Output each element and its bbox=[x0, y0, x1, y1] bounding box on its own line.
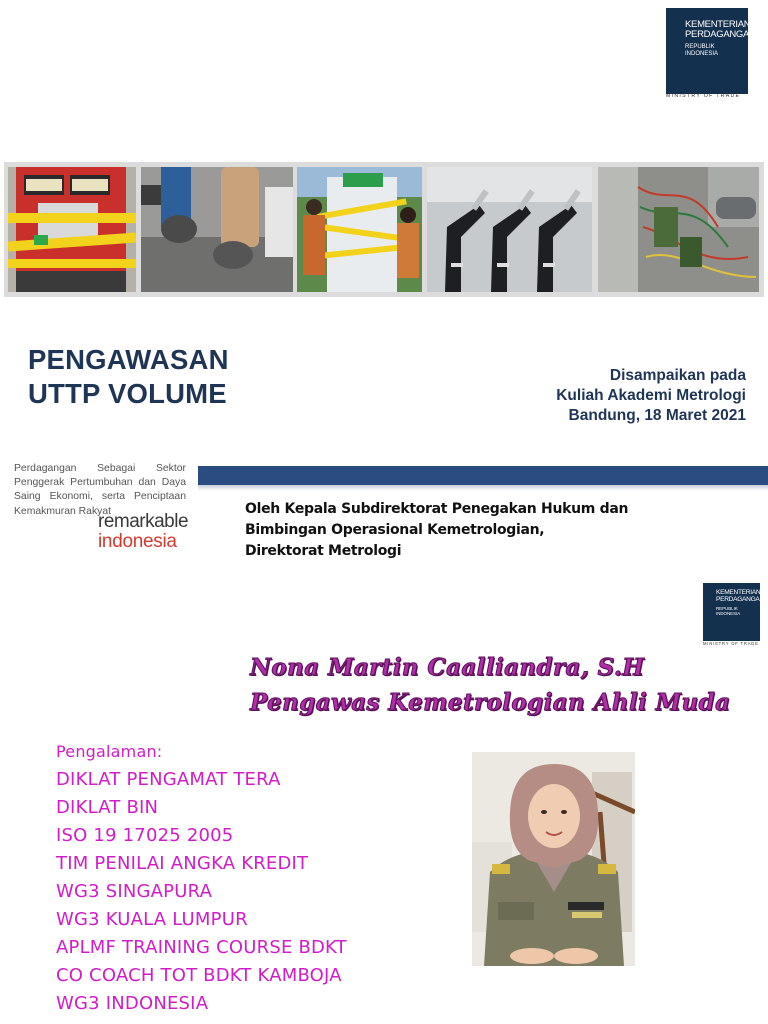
logo-line-1: KEMENTERIAN bbox=[716, 589, 761, 596]
delivery-line-2: Kuliah Akademi Metrologi bbox=[556, 387, 746, 404]
delivery-info bbox=[556, 366, 746, 426]
experience-list bbox=[56, 738, 347, 1018]
ministry-logo bbox=[666, 8, 756, 94]
experience-item: ISO 19 17025 2005 bbox=[56, 825, 234, 846]
experience-item: APLMF TRAINING COURSE BDKT bbox=[56, 937, 347, 958]
presenter-line-2: Bimbingan Operasional Kemetrologian, bbox=[245, 522, 545, 538]
presentation-title bbox=[28, 343, 229, 411]
fuel-dispenser-sealed-photo bbox=[8, 167, 136, 292]
speaker-heading bbox=[250, 650, 730, 720]
logo-tagline: MINISTRY OF TRADE bbox=[666, 93, 741, 99]
brand-word-1: remarkable bbox=[98, 511, 189, 532]
presenter-info bbox=[245, 499, 628, 562]
delivery-line-3: Bandung, 18 Maret 2021 bbox=[568, 407, 746, 424]
logo-line-3: REPUBLIK INDONESIA bbox=[685, 43, 719, 57]
speaker-position: Pengawas Kemetrologian Ahli Muda bbox=[250, 689, 731, 716]
experience-item: CO COACH TOT BDKT KAMBOJA bbox=[56, 965, 342, 986]
delivery-line-1: Disampaikan pada bbox=[609, 367, 746, 384]
experience-item: DIKLAT BIN bbox=[56, 797, 159, 818]
photo-strip bbox=[4, 162, 764, 297]
logo-line-2: PERDAGANGAN bbox=[685, 28, 756, 40]
title-line-2: UTTP VOLUME bbox=[28, 378, 227, 409]
pump-wiring-photo bbox=[598, 167, 759, 292]
title-line-1: PENGAWASAN bbox=[28, 344, 229, 375]
ministry-tagline: Perdagangan Sebagai Sektor Penggerak Pertumbuhan dan Daya Saing Ekonomi, serta Penciptaan Kemakmuran Rakyat bbox=[14, 463, 186, 517]
logo-line-3: REPUBLIK INDONESIA bbox=[716, 605, 741, 616]
ministry-logo-small bbox=[703, 583, 764, 641]
experience-item: DIKLAT PENGAMAT TERA bbox=[56, 769, 281, 790]
experience-heading: Pengalaman: bbox=[56, 742, 163, 761]
experience-item: WG3 SINGAPURA bbox=[56, 881, 213, 902]
experience-item: TIM PENILAI ANGKA KREDIT bbox=[56, 853, 309, 874]
brand-word-2: indonesia bbox=[98, 531, 177, 552]
header-band bbox=[198, 466, 768, 485]
experience-item: WG3 INDONESIA bbox=[56, 993, 209, 1014]
presenter-line-3: Direktorat Metrologi bbox=[245, 543, 402, 559]
presenter-line-1: Oleh Kepala Subdirektorat Penegakan Hukum dan bbox=[245, 501, 629, 517]
logo-tagline: MINISTRY OF TRADE bbox=[703, 641, 759, 646]
remarkable-indonesia-logo bbox=[98, 512, 188, 551]
logo-line-2: PERDAGANGAN bbox=[716, 595, 764, 603]
fuel-nozzles-photo bbox=[427, 167, 592, 292]
band-shadow bbox=[198, 485, 768, 491]
speaker-name: Nona Martin Caalliandra, S.H bbox=[250, 654, 645, 681]
logo-line-1: KEMENTERIAN bbox=[685, 19, 751, 30]
officer-portrait-photo bbox=[472, 752, 635, 966]
experience-item: WG3 KUALA LUMPUR bbox=[56, 909, 248, 930]
officers-sealing-pump-photo bbox=[297, 167, 422, 292]
nozzle-inspection-photo bbox=[141, 167, 293, 292]
